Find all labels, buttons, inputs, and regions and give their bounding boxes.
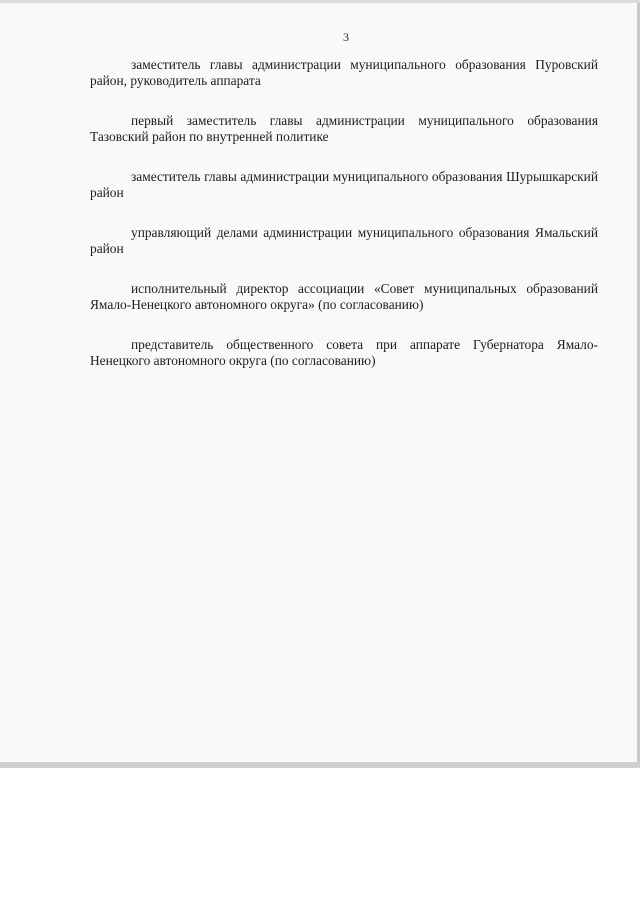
page-number: 3	[343, 30, 349, 44]
scan-bottom-edge	[0, 762, 640, 768]
entry-puro-chief-of-staff: заместитель главы администрации муниципального образования Пуровский район, руководитель аппарата	[90, 57, 598, 88]
entry-association-director: исполнительный директор ассоциации «Совет муниципальных образований Ямало-Ненецкого автономного округа» (по согласованию)	[90, 281, 598, 312]
scan-top-edge	[0, 0, 640, 3]
entry-tazovsky-first-deputy: первый заместитель главы администрации муниципального образования Тазовский район по внутренней политике	[90, 113, 598, 144]
entry-yamalsky-administrator: управляющий делами администрации муниципального образования Ямальский район	[90, 225, 598, 256]
entry-public-council-representative: представитель общественного совета при аппарате Губернатора Ямало-Ненецкого автономного округа (по согласованию)	[90, 337, 598, 368]
entry-shuryshkarsky-deputy: заместитель главы администрации муниципального образования Шурышкарский район	[90, 169, 598, 200]
entry-list	[90, 57, 598, 393]
